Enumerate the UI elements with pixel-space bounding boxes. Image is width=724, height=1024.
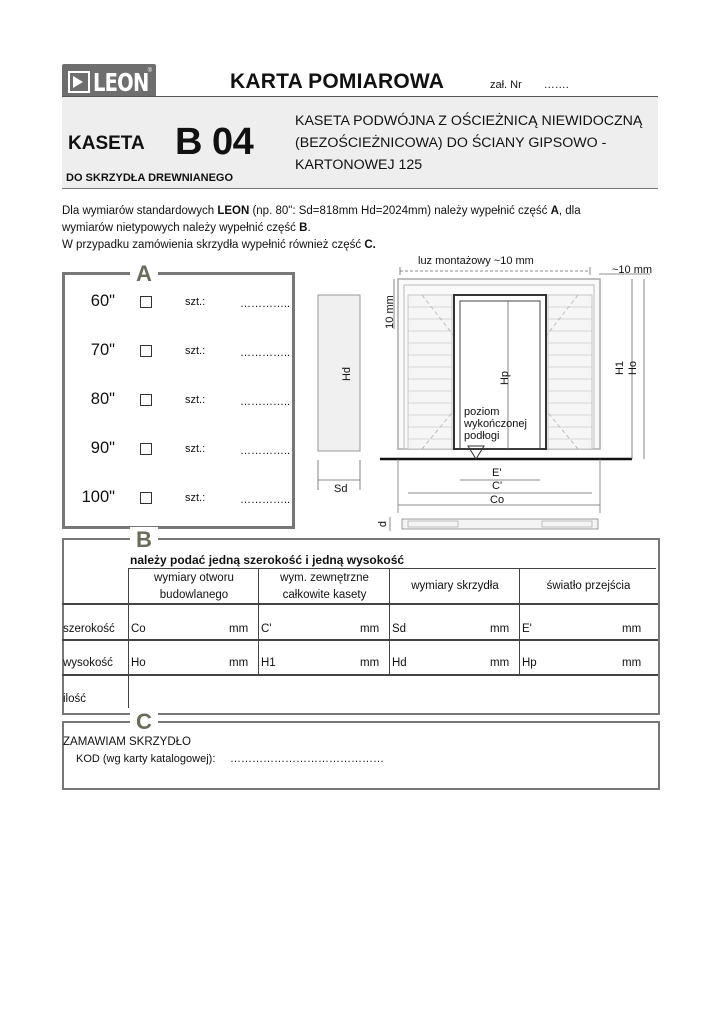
quantity-label: szt.:: [185, 296, 206, 308]
intro-bold: A: [550, 205, 559, 217]
catalog-code-field[interactable]: ……………………………………: [230, 753, 384, 765]
table-divider: [62, 639, 658, 641]
label-c: C': [492, 480, 503, 492]
quantity-label: szt.:: [185, 394, 206, 406]
height-unit[interactable]: mm: [622, 657, 642, 669]
col-header-line: całkowite kasety: [282, 589, 367, 601]
logo-text: LEON: [93, 67, 149, 97]
floor-label-line: wykończonej: [464, 418, 527, 430]
floor-label-line: podłogi: [464, 430, 500, 442]
label-co: Co: [490, 494, 505, 506]
height-code-hp: Hp: [522, 657, 537, 669]
leon-logo: [62, 64, 156, 100]
quantity-input[interactable]: [131, 680, 651, 706]
label-e: E': [492, 467, 502, 479]
width-code-co: Co: [131, 623, 146, 635]
quantity-label: szt.:: [185, 443, 206, 455]
product-description: [295, 110, 655, 176]
zal-nr: [490, 79, 569, 91]
intro-bold: B: [299, 222, 308, 234]
size-checkbox[interactable]: [140, 492, 152, 504]
label-floor-level: [464, 406, 527, 442]
height-code-ho: Ho: [131, 657, 146, 669]
intro-text: , dla: [558, 205, 581, 217]
size-row-100: [65, 484, 292, 514]
quantity-field[interactable]: …………..: [240, 347, 291, 359]
kaseta-label: KASETA: [68, 133, 145, 154]
description-line: KARTONOWEJ 125: [295, 157, 423, 173]
floor-label-line: poziom: [464, 406, 500, 418]
intro-bold: LEON: [217, 205, 250, 217]
row-label-width: szerokość: [63, 623, 115, 635]
quantity-field[interactable]: …………..: [240, 445, 291, 457]
size-row-80: [65, 386, 292, 416]
quantity-field[interactable]: …………..: [240, 298, 291, 310]
width-unit[interactable]: mm: [490, 623, 510, 635]
zal-label: zał. Nr: [490, 79, 522, 91]
size-row-90: [65, 435, 292, 465]
label-10mm-side: ~10 mm: [612, 264, 653, 276]
table-divider: [389, 568, 390, 674]
col-header-line: wymiary skrzydła: [411, 580, 499, 592]
quantity-label: szt.:: [185, 345, 206, 357]
col-header-opening: [130, 570, 258, 604]
quantity-field[interactable]: …………..: [240, 396, 291, 408]
section-b-instruction: należy podać jedną szerokość i jedną wysokość: [130, 553, 405, 567]
size-checkbox[interactable]: [140, 345, 152, 357]
width-code-c: C': [261, 623, 272, 635]
quantity-label: szt.:: [185, 492, 206, 504]
label-h1: H1: [614, 360, 627, 376]
table-divider: [258, 568, 259, 674]
size-checkbox[interactable]: [140, 394, 152, 406]
intro-text: (np. 80": Sd=818mm Hd=2024mm) należy wypełnić część: [249, 205, 551, 217]
table-divider: [128, 568, 656, 569]
instructions: [62, 203, 662, 254]
height-code-hd: Hd: [392, 657, 407, 669]
leon-logo-mark-icon: [68, 71, 90, 93]
intro-bold: C.: [364, 239, 376, 251]
label-luz: luz montażowy ~10 mm: [418, 255, 534, 267]
section-a-letter: A: [130, 261, 158, 287]
col-header-line: wymiary otworu: [154, 572, 234, 584]
height-unit[interactable]: mm: [360, 657, 380, 669]
table-divider: [128, 568, 129, 708]
page-title: KARTA POMIAROWA: [230, 70, 445, 93]
label-hp: Hp: [499, 370, 512, 386]
table-divider: [62, 674, 658, 676]
size-row-70: [65, 337, 292, 367]
subtitle: DO SKRZYDŁA DREWNIANEGO: [66, 172, 234, 184]
zal-dots: …….: [543, 79, 569, 91]
catalog-code-label: KOD (wg karty katalogowej):: [76, 753, 216, 765]
label-sd: Sd: [334, 483, 348, 495]
row-label-quantity: ilość: [63, 693, 87, 705]
intro-text: W przypadku zamówienia skrzydła wypełnić również część: [62, 239, 365, 251]
height-code-h1: H1: [261, 657, 276, 669]
row-label-height: wysokość: [63, 657, 113, 669]
col-header-line: budowlanego: [159, 589, 229, 601]
size-label: 60": [90, 292, 115, 310]
door-leaf-drawing: [318, 295, 360, 490]
size-label: 80": [90, 390, 115, 408]
size-checkbox[interactable]: [140, 296, 152, 308]
label-d: d: [377, 520, 390, 528]
width-unit[interactable]: mm: [360, 623, 380, 635]
intro-text: wymiarów nietypowych należy wypełnić część: [62, 222, 300, 234]
height-unit[interactable]: mm: [490, 657, 510, 669]
logo-trademark: ®: [147, 68, 152, 74]
section-c-letter: C: [130, 709, 158, 735]
col-header-external: [260, 570, 389, 604]
intro-text: .: [307, 222, 311, 234]
label-10mm: 10 mm: [383, 295, 396, 329]
section-a-box: [62, 272, 295, 529]
technical-drawing: [310, 255, 660, 540]
table-divider: [519, 568, 520, 674]
size-row-60: [65, 288, 292, 318]
width-unit[interactable]: mm: [229, 623, 249, 635]
col-header-passage: [521, 578, 656, 595]
order-leaf-label: ZAMAWIAM SKRZYDŁO: [63, 736, 191, 748]
col-header-line: wym. zewnętrzne: [280, 572, 369, 584]
section-b-letter: B: [130, 527, 158, 553]
width-code-sd: Sd: [392, 623, 407, 635]
col-header-leaf: [391, 578, 519, 595]
label-hd: Hd: [341, 366, 354, 382]
size-checkbox[interactable]: [140, 443, 152, 455]
description-line: (BEZOŚCIEŻNICOWA) DO ŚCIANY GIPSOWO -: [295, 135, 607, 151]
quantity-field[interactable]: …………..: [240, 494, 291, 506]
size-label: 90": [90, 439, 115, 457]
label-ho: Ho: [627, 360, 640, 376]
size-label: 100": [81, 488, 115, 506]
height-unit[interactable]: mm: [229, 657, 249, 669]
intro-text: Dla wymiarów standardowych: [62, 205, 218, 217]
size-label: 70": [90, 341, 115, 359]
width-code-e: E': [522, 623, 532, 635]
description-line: KASETA PODWÓJNA Z OŚCIEŻNICĄ NIEWIDOCZNĄ: [295, 113, 643, 129]
model-code: B 04: [175, 121, 254, 163]
width-unit[interactable]: mm: [622, 623, 642, 635]
col-header-line: światło przejścia: [546, 580, 631, 592]
